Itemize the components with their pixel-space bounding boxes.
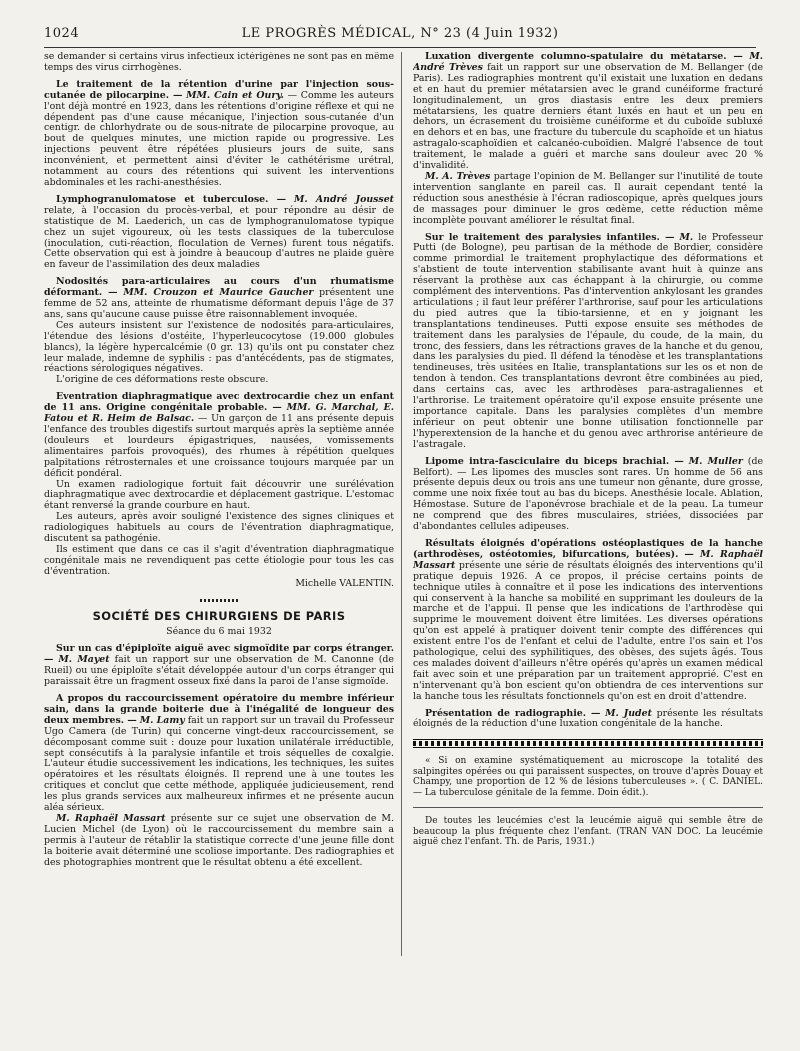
article-body: fait un rapport sur un travail du Professeur Ugo Camera (de Turin) qui concerne vingt-deux raccourcissement, se décomposant comme suit : douze pour luxation unilatérale irréductible, sept consécutifs à la paralysie infantile et trois séquelles de coxalgie. L'auteur étudie successivement les indications, les techniques, les suites opératoires et les résultats éloignés. Il reprend une à une toutes les critiques et conclut que cette méthode, appliquée judicieusement, rend les plus grands services aux malheureux infirmes et ne présente aucun aléa sérieux. (44, 714, 394, 814)
article-body: présente les résultats éloignés de la réduction d'une luxation congénitale de la hanche. (413, 707, 763, 730)
article-authors: M. André Trèves (413, 52, 763, 73)
article-title: Présentation de radiographie. — (425, 707, 601, 719)
article-lipome (413, 457, 763, 533)
article-body: relate, à l'occasion du procès-verbal, et pour répondre au désir de statistique de M. Laederich, un cas de lymphogranulomatose typique chez un sujet vigoureux, où les tests classiques de la tuberculose (inoculation, cuti-réaction, floculation de Vernes) furent tous négatifs. Cette observation qui est à joindre à beaucoup d'autres ne plaide guère en faveur de l'assimilation des deux maladies (44, 204, 394, 271)
article-body: présente une série de résultats éloignés des interventions qu'il pratique depuis 1926. A ce propos, il précise certains points de technique utiles à connaître et il pose les indications des interventions qui conservent à la hanche sa mobilité en supprimant les douleurs de la marche et de l'appui. Il pense que les indications de l'arthrodèse qui supprime le mouvement doivent être limitées. Les diverses opérations qu'on est appelé à pratiquer doivent tenir compte des différences qui existent entre l'os de l'enfant et celui de l'adulte, entre l'os sain et l'os pathologique, celui des syphilitiques, des obèses, des sujets âgés. Tous ces malades doivent d'ailleurs n'être opérés qu'après un examen médical fait avec soin et une préparation par un traitement approprié. C'est en n'intervenant qu'à bon escient qu'on obtiendra de ces interventions sur la hanche tous les résultats fonctionnels qu'on est en droit d'attendre. (413, 559, 763, 702)
article-title: Sur le traitement des paralysies infantiles. — (425, 231, 675, 243)
article-authors: — M. Raphaël Massart (413, 548, 763, 571)
article-luxation (413, 52, 763, 227)
section-divider (200, 599, 238, 602)
note-divider (413, 807, 763, 808)
note-leucemies: De toutes les leucémies c'est la leucémie aiguë qui semble être de beaucoup la plus fréquente chez l'enfant. (TRAN VAN DOC. La leucémie aiguë chez l'enfant. Th. de Paris, 1931.) (413, 816, 763, 848)
note-salpingites: « Si on examine systématiquement au microscope la totalité des salpingites opérées ou qui paraissent suspectes, on trouve d'après Douay et Champy, une proportion de 12 % de lésions tuberculeuses ». ( C. DANIEL. — La tuberculose génitale de la femme. Doin édit.). (413, 756, 763, 798)
article-title: Luxation divergente columno-spatulaire du métatarse. — (425, 52, 743, 62)
article-eventration (44, 392, 394, 589)
article-paragraph: Ces auteurs insistent sur l'existence de nodosités para-articulaires, l'étendue des lésions d'ostéite, l'hyperleucocytose (19.000 globules blancs), la légère hypercalcémie (0 gr. 13) qu'ils ont pu constater chez leur malade, indemne de syphilis : pas d'antécédents, pas de stigmates, réactions sérologiques négatives. (44, 319, 394, 375)
article-authors: M. Mayet (58, 654, 110, 666)
article-body: — Comme les auteurs l'ont déjà montré en 1923, dans les rétentions d'origine réflexe et qui ne dépendent pas d'une cause mécanique, l'injection sous-cutanée d'un centigr. de chlorhydrate ou de sous-nitrate de pilocarpine provoque, au bout de quelques minutes, une miction rapide ou progressive. Les injections peuvent être répétées plusieurs jours de suite, sans inconvénient, et permettent ainsi d'éviter le cathétérisme urétral, notamment au cours des rétentions qui suivent les interventions abdominales et les rachi-anesthésies. (44, 89, 394, 188)
article-authors: MM. Crouzon et Maurice Gaucher (123, 287, 314, 299)
journal-title: LE PROGRÈS MÉDICAL, N° 23 (4 Juin 1932) (241, 26, 559, 41)
header-rule (44, 47, 756, 48)
article-title: Le traitement de la rétention d'urine par l'injection sous-cutanée de pilocarpine. — (44, 78, 394, 101)
article-pilocarpine (44, 80, 394, 189)
article-authors: M. Lamy (139, 714, 185, 726)
left-column (44, 52, 394, 1002)
society-title: SOCIÉTÉ DES CHIRURGIENS DE PARIS (92, 608, 346, 623)
article-body: présentent une femme de 52 ans, atteinte de rhumatisme déformant depuis l'âge de 37 ans, sans qu'aucune cause puisse être raisonnablement invoquée. (44, 287, 394, 320)
article-title: Nodosités para-articulaires au cours d'un rhumatisme déformant. — (44, 276, 394, 299)
article-paragraph: Un examen radiologique fortuit fait découvrir une surélévation diaphragmatique avec dextrocardie et déplacement gastrique. L'estomac étant renversé la grande courbure en haut. (44, 478, 394, 512)
article-authors: M. Raphaël Massart (56, 813, 166, 824)
article-title: Lymphogranulomatose et tuberculose. — (56, 193, 286, 205)
page-number: 1024 (44, 26, 80, 41)
article-paragraph: Les auteurs, après avoir souligné l'existence des signes cliniques et radiologiques habituels au cours de l'éventration diaphragmatique, discutent sa pathogénie. (44, 511, 394, 545)
article-hanche (413, 539, 763, 703)
article-body: le Professeur Putti (de Bologne), peu partisan de la méthode de Bordier, considère comme primordial le traitement prophylactique des déformations et s'abstient de toute intervention stabilisante avant huit à quinze ans réservant la prothèse aux cas échappant à la chirurgie, ou comme complément des interventions. Pas d'intervention ankylosant les grandes articulations ; il faut leur préférer l'arthrorise, sauf pour les articulations du pied autres que la tibio-tarsienne, et en y joignant les transplantations tendineuses. Putti expose ensuite ses méthodes de traitement dans les paralysies de l'épaule, du coude, de la main, du tronc, des fessiers, dans les rétractions graves de la hanche et du genou, dans les paralysies du pied. Il défend la ténodèse et les transplantations tendineuses, très usitées en Italie, transplantations sur les os et non de tendon à tendon. Ces transplantations devront être combinées au pied, dans certains cas, avec les arthrodèses para-astragaliennes et l'arthrorise. Le traitement opératoire qu'il expose ensuite présente une importance capitale. Dans les paralysies complètes d'un membre inférieur on peut obtenir une bonne utilisation fonctionnelle par l'hyperextension de la hanche et du genou avec arthrorise antérieure de l'astragale. (413, 231, 763, 450)
article-title: Lipome intra-fasciculaire du biceps brachial. — (425, 455, 684, 467)
article-authors: M. (679, 231, 694, 243)
signature: Michelle VALENTIN. (295, 577, 394, 589)
article-paragraph: Ils estiment que dans ce cas il s'agit d'éventration diaphragmatique congénitale mais ne revendiquent pas cette étiologie pour tous les cas d'éventration. (44, 543, 394, 577)
ornamental-border (413, 738, 763, 749)
right-column (413, 52, 763, 1002)
article-body: — Un garçon de 11 ans présente depuis l'enfance des troubles digestifs surtout marqués après la septième année (douleurs et lourdeurs épigastriques, nausées, vomissements alimentaires parfois provoqués), des rhumes à répétition quelques palpitations rétrosternales et une croissance toujours marquée par un déficit pondéral. (44, 413, 394, 479)
article-authors: M. Judet (605, 707, 652, 719)
article-body: (de Belfort). — Les lipomes des muscles sont rares. Un homme de 56 ans présente depuis deux ou trois ans une tumeur non gênante, dure grosse, comme une noix fixée tout au bas du biceps. Anesthésie locale. Ablation, Hémostase. Suture de l'aponévrose brachiale et de la peau. La tumeur ne comprend que des fibres musculaires, striées, dissociées par d'abondantes cellules adipeuses. (413, 455, 763, 533)
article-title: Résultats éloignés d'opérations ostéoplastiques de la hanche (arthrodèses, ostéotomies, bifurcations, butées). (413, 537, 763, 560)
article-authors: MM. Cain et Oury. (186, 89, 284, 101)
article-paragraph: partage l'opinion de M. Bellanger sur l'inutilité de toute intervention sanglante en pareil cas. Il aurait cependant tenté la réduction sous anesthésie à l'écran radioscopique, après quelques jours de massages pour diminuer le gros œdème, cette réduction même incomplète pouvant améliorer le résultat final. (413, 170, 763, 226)
article-authors: MM. G. Marchal, E. Fatou et R. Heim de Balsac. (44, 402, 394, 425)
article-lymphogranulomatose (44, 195, 394, 271)
article-title: Eventration diaphragmatique avec dextrocardie chez un enfant de 11 ans. Origine congénitale probable. — (44, 391, 394, 414)
article-body: fait un rapport sur une observation de M. Canonne (de Rueil) ou une épiploïte s'était développée autour d'un corps étranger qui paraissait être un fragment osseux fixé dans la paroi de l'anse sigmoïde. (44, 654, 394, 688)
article-authors: M. A. Trèves (425, 170, 491, 182)
article-radiographie (413, 709, 763, 731)
article-paragraph: présente sur ce sujet une observation de M. Lucien Michel (de Lyon) où le raccourcissement du membre sain a permis à l'auteur de rétablir la statistique correcte d'une jeune fille dont la boiterie avait déterminé une scoliose importante. Des radiographies et des photographies montrent que le résultat obtenu a été excellent. (44, 813, 394, 868)
article-paragraph: L'origine de ces déformations reste obscure. (56, 374, 269, 386)
article-authors: M. André Jousset (293, 193, 394, 205)
article-title: Sur un cas d'épiploïte aiguë avec sigmoïdite par corps étranger. — (44, 643, 394, 666)
article-authors: M. Muller (688, 455, 743, 467)
running-head (44, 26, 756, 44)
session-date: Séance du 6 mai 1932 (166, 625, 272, 637)
article-body: fait un rapport sur une observation de M. Bellanger (de Paris). Les radiographies montrent qu'il existait une luxation en dedans et en haut du premier métatarsien avec le grand cunéiforme fracturé longitudinalement, un gros diastasis entre les deux premiers métatarsiens, les quatre derniers étant luxés en haut et un peu en dehors, un écrasement du troisième cunéiforme et du cuboïde subluxé en dehors et en bas, une fracture du tubercule du scaphoïde et un hiatus astragalo-scaphoïdien et calcanéo-cuboïdien. Malgré l'absence de tout traitement, le malade a guéri et marche sans douleur avec 20 % d'invalidité. (413, 61, 763, 172)
article-title: A propos du raccourcissement opératoire du membre inférieur sain, dans la grande boiterie due à l'inégalité de longueur des deux membres. — (44, 693, 394, 726)
article-nodosites (44, 277, 394, 386)
continuation-text: se demander si certains virus infectieux ictérigènes ne sont pas en même temps des virus cirrhogènes. (44, 52, 394, 73)
article-raccourcissement (44, 694, 394, 869)
article-epiploite (44, 644, 394, 688)
column-rule (401, 52, 402, 956)
article-paralysies (413, 233, 763, 451)
